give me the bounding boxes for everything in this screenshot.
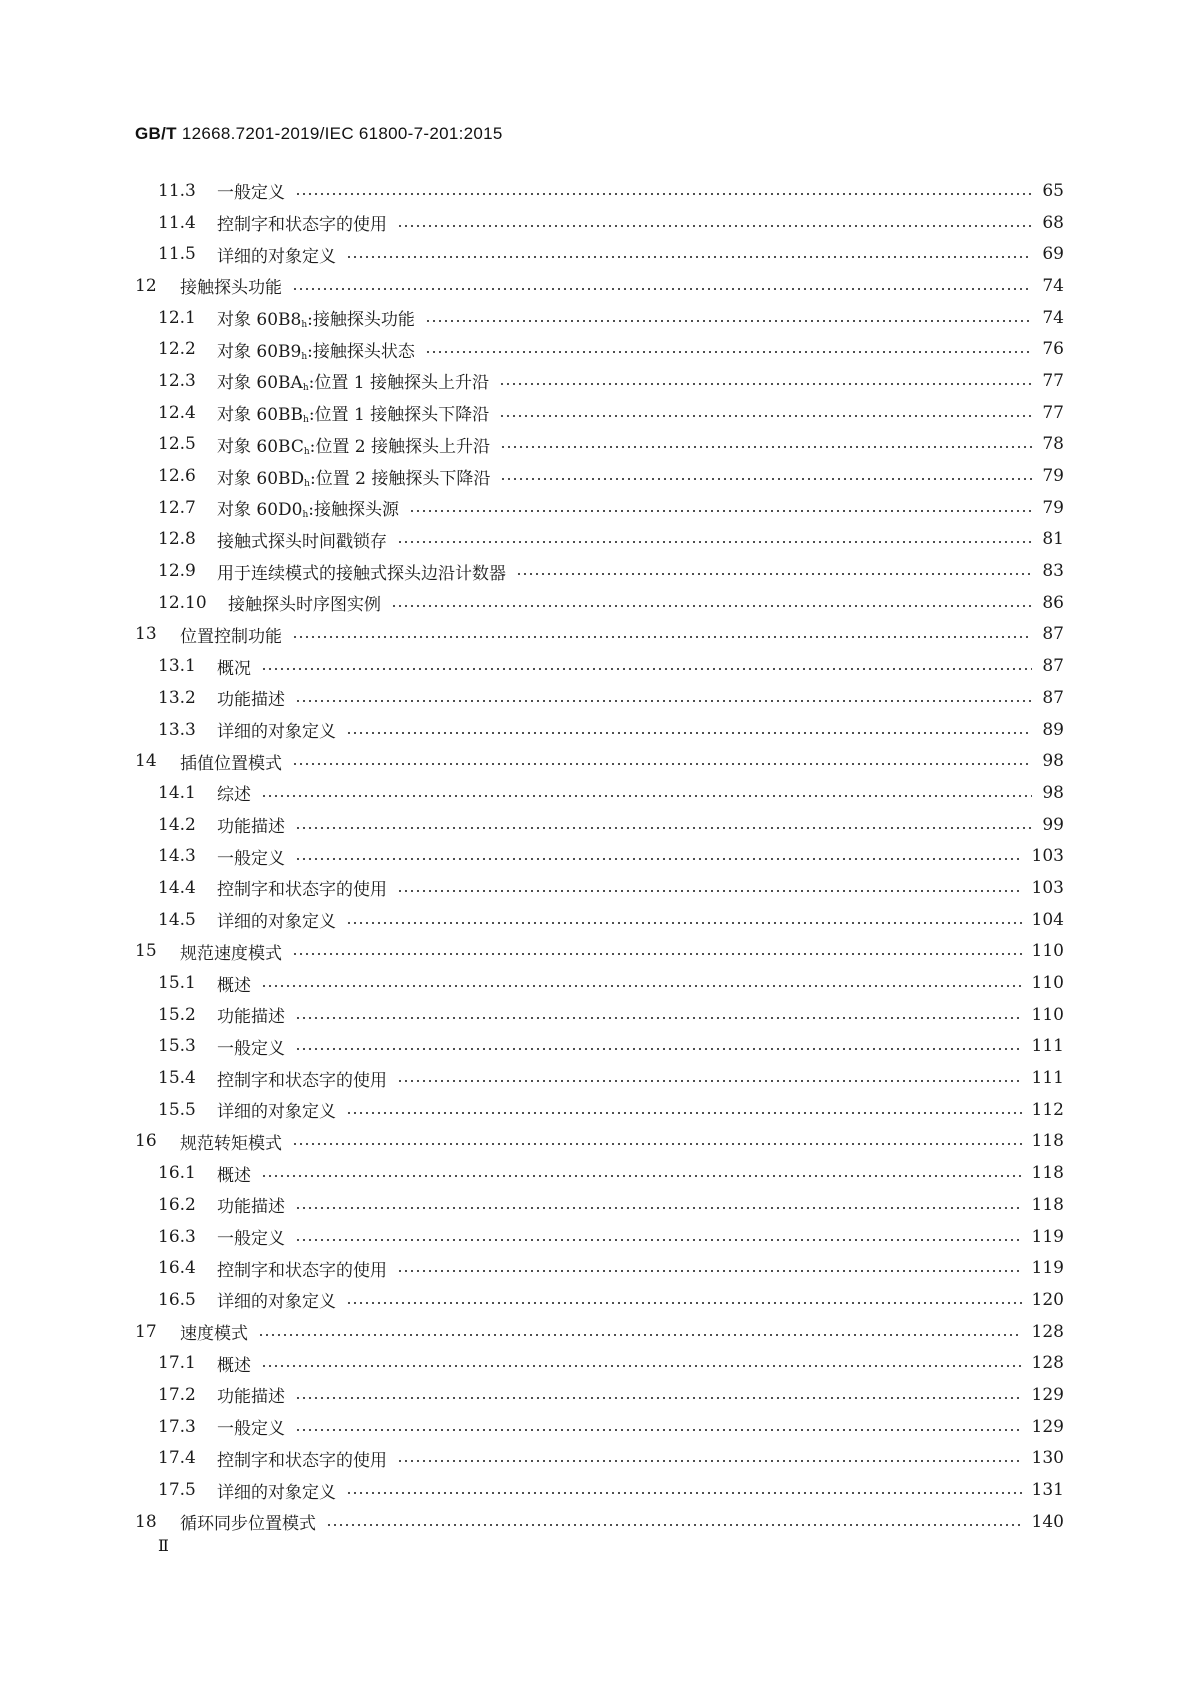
toc-entry-title — [217, 1066, 387, 1091]
toc-entry-title — [217, 1414, 285, 1439]
toc-entry-number: 12.4 — [158, 402, 196, 423]
toc-entry-title-text: 概况 — [217, 658, 251, 679]
toc-entry-title-rest: :位置 1 接触探头上升沿 — [308, 373, 489, 394]
leader-dots — [346, 1112, 1022, 1114]
leader-dots — [397, 225, 1032, 227]
toc-entry[interactable] — [0, 1157, 1191, 1189]
toc-entry[interactable] — [0, 777, 1191, 809]
leader-dots — [295, 1239, 1022, 1241]
toc-entry-title-rest: :接触探头状态 — [307, 341, 415, 362]
toc-entry[interactable] — [0, 840, 1191, 872]
toc-entry-title-text: 一般定义 — [217, 1419, 285, 1440]
toc-entry-title — [217, 654, 251, 679]
toc-entry-page: 111 — [1031, 1036, 1064, 1057]
toc-entry-title — [217, 971, 251, 996]
toc-entry-number: 11.3 — [158, 180, 196, 201]
toc-entry-subscript: h — [301, 351, 308, 362]
toc-entry-subscript: h — [302, 383, 309, 394]
toc-entry-number: 12.2 — [158, 339, 196, 360]
table-of-contents — [0, 175, 1191, 1538]
toc-entry-title — [180, 1129, 282, 1154]
toc-entry[interactable] — [0, 1252, 1191, 1284]
toc-entry-page: 129 — [1031, 1384, 1064, 1405]
toc-entry-title-text: 功能描述 — [217, 1007, 285, 1028]
toc-entry-title — [217, 812, 285, 837]
toc-entry[interactable] — [0, 872, 1191, 904]
toc-entry-number: 15.1 — [158, 973, 196, 994]
toc-entry-number: 14.1 — [158, 782, 196, 803]
toc-entry-title — [180, 1319, 248, 1344]
toc-entry-number: 16 — [135, 1131, 157, 1152]
toc-entry-number: 13.1 — [158, 656, 196, 677]
toc-entry[interactable] — [0, 429, 1191, 461]
toc-entry-page: 118 — [1031, 1194, 1064, 1215]
toc-entry-title-text: 详细的对象定义 — [217, 246, 336, 267]
leader-dots — [346, 1492, 1022, 1494]
toc-entry-page: 89 — [1042, 719, 1064, 740]
toc-entry[interactable] — [0, 1347, 1191, 1379]
toc-entry[interactable] — [0, 1474, 1191, 1506]
toc-entry-title — [217, 1097, 336, 1122]
toc-entry-title-text: 接触式探头时间戳锁存 — [217, 531, 387, 552]
toc-entry-title-text: 一般定义 — [217, 848, 285, 869]
toc-entry-number: 18 — [135, 1511, 157, 1532]
toc-entry-number: 16.3 — [158, 1226, 196, 1247]
toc-entry-title — [217, 210, 387, 235]
toc-entry-title-text: 综述 — [217, 785, 251, 806]
toc-entry-number: 14 — [135, 751, 157, 772]
toc-entry-title — [217, 305, 415, 330]
toc-entry[interactable] — [0, 365, 1191, 397]
toc-entry[interactable] — [0, 333, 1191, 365]
leader-dots — [292, 953, 1022, 955]
toc-entry-number: 16.4 — [158, 1258, 196, 1279]
toc-entry-title — [217, 1351, 251, 1376]
page-number-footer: Ⅱ — [158, 1536, 169, 1555]
toc-entry[interactable] — [0, 1221, 1191, 1253]
toc-entry-subscript: h — [302, 510, 309, 521]
toc-entry-page: 119 — [1031, 1258, 1064, 1279]
toc-entry-page: 111 — [1031, 1068, 1064, 1089]
toc-entry-title-text: 规范转矩模式 — [180, 1133, 282, 1154]
leader-dots — [292, 763, 1032, 765]
toc-entry-title-text: 对象 60BB — [217, 405, 304, 426]
toc-entry-title — [180, 749, 282, 774]
toc-entry-page: 140 — [1031, 1511, 1064, 1532]
toc-entry-title-text: 详细的对象定义 — [217, 722, 336, 743]
toc-entry-title-text: 控制字和状态字的使用 — [217, 1450, 387, 1471]
toc-entry-page: 81 — [1042, 529, 1064, 550]
toc-entry-page: 76 — [1042, 339, 1064, 360]
toc-entry-number: 15.5 — [158, 1099, 196, 1120]
toc-entry-number: 12.8 — [158, 529, 196, 550]
toc-entry[interactable] — [0, 270, 1191, 302]
toc-entry-page: 87 — [1042, 656, 1064, 677]
leader-dots — [500, 478, 1032, 480]
toc-entry-page: 128 — [1031, 1353, 1064, 1374]
toc-entry[interactable] — [0, 1031, 1191, 1063]
leader-dots — [397, 1460, 1022, 1462]
toc-entry-title — [217, 1382, 285, 1407]
toc-entry-title-text: 一般定义 — [217, 1038, 285, 1059]
leader-dots — [425, 320, 1032, 322]
toc-entry-title-text: 控制字和状态字的使用 — [217, 1070, 387, 1091]
toc-entry-page: 129 — [1031, 1416, 1064, 1437]
toc-entry[interactable] — [0, 492, 1191, 524]
leader-dots — [292, 1143, 1022, 1145]
toc-entry-page: 110 — [1031, 973, 1064, 994]
toc-entry-title — [217, 242, 336, 267]
toc-entry-title-text: 接触探头功能 — [180, 278, 282, 299]
toc-entry-title — [217, 717, 336, 742]
toc-entry-number: 12.5 — [158, 434, 196, 455]
toc-entry[interactable] — [0, 1443, 1191, 1475]
toc-entry-number: 15.2 — [158, 1004, 196, 1025]
toc-entry-number: 12.7 — [158, 497, 196, 518]
toc-entry-number: 17.5 — [158, 1480, 196, 1501]
toc-entry-number: 14.4 — [158, 877, 196, 898]
toc-entry-title-text: 一般定义 — [217, 1229, 285, 1250]
toc-entry-title — [217, 780, 251, 805]
standard-prefix: GB/T — [135, 124, 177, 143]
leader-dots — [326, 1524, 1022, 1526]
toc-entry-title-rest: :位置 2 接触探头下降沿 — [309, 468, 491, 489]
toc-entry-page: 104 — [1031, 909, 1064, 930]
toc-entry-number: 13.2 — [158, 687, 196, 708]
toc-entry-number: 15.3 — [158, 1036, 196, 1057]
toc-entry[interactable] — [0, 619, 1191, 651]
leader-dots — [295, 858, 1022, 860]
toc-entry-subscript: h — [303, 415, 309, 426]
leader-dots — [397, 890, 1022, 892]
toc-entry[interactable] — [0, 999, 1191, 1031]
toc-entry-title — [217, 844, 285, 869]
toc-entry-number: 12.10 — [158, 592, 207, 613]
toc-entry-title-rest: :位置 1 接触探头下降沿 — [308, 405, 490, 426]
toc-entry-title — [217, 464, 490, 489]
toc-entry[interactable] — [0, 555, 1191, 587]
toc-entry[interactable] — [0, 1062, 1191, 1094]
toc-entry[interactable] — [0, 175, 1191, 207]
toc-entry-title-text: 对象 60D0 — [217, 500, 303, 521]
toc-entry-title-text: 用于连续模式的接触式探头边沿计数器 — [217, 563, 506, 584]
leader-dots — [409, 510, 1032, 512]
toc-entry-number: 13 — [135, 624, 157, 645]
toc-entry[interactable] — [0, 302, 1191, 334]
leader-dots — [425, 351, 1032, 353]
toc-entry-title — [217, 1446, 387, 1471]
leader-dots — [499, 415, 1032, 417]
leader-dots — [261, 1175, 1022, 1177]
toc-entry-page: 77 — [1042, 370, 1064, 391]
leader-dots — [516, 573, 1032, 575]
toc-entry-number: 17.3 — [158, 1416, 196, 1437]
toc-entry-subscript: h — [301, 320, 308, 331]
toc-entry[interactable] — [0, 745, 1191, 777]
toc-entry-page: 77 — [1042, 402, 1064, 423]
toc-entry-page: 131 — [1031, 1480, 1064, 1501]
toc-entry-title — [217, 495, 399, 520]
toc-entry-title — [217, 1256, 387, 1281]
toc-entry-title-text: 功能描述 — [217, 690, 285, 711]
toc-entry-title-text: 详细的对象定义 — [217, 1292, 336, 1313]
toc-entry-page: 83 — [1042, 561, 1064, 582]
toc-entry-title — [217, 1192, 285, 1217]
toc-entry-title-text: 一般定义 — [217, 183, 285, 204]
toc-entry-page: 120 — [1031, 1289, 1064, 1310]
toc-entry-page: 74 — [1042, 275, 1064, 296]
toc-entry-title-text: 详细的对象定义 — [217, 1102, 336, 1123]
leader-dots — [261, 668, 1032, 670]
toc-entry[interactable] — [0, 1379, 1191, 1411]
toc-entry-page: 87 — [1042, 624, 1064, 645]
toc-entry[interactable] — [0, 460, 1191, 492]
toc-entry-title — [217, 685, 285, 710]
toc-entry-title — [217, 1034, 285, 1059]
toc-entry-title-text: 概述 — [217, 1355, 251, 1376]
toc-entry-title-text: 对象 60BD — [217, 468, 305, 489]
leader-dots — [295, 1429, 1022, 1431]
toc-entry-page: 118 — [1031, 1131, 1064, 1152]
toc-entry-number: 17.2 — [158, 1384, 196, 1405]
toc-entry-number: 12.3 — [158, 370, 196, 391]
leader-dots — [397, 541, 1032, 543]
toc-entry-title-text: 插值位置模式 — [180, 753, 282, 774]
leader-dots — [261, 985, 1022, 987]
leader-dots — [261, 795, 1032, 797]
leader-dots — [346, 1302, 1022, 1304]
toc-entry-number: 15.4 — [158, 1068, 196, 1089]
leader-dots — [346, 732, 1032, 734]
running-header — [135, 124, 503, 144]
toc-entry-page: 118 — [1031, 1163, 1064, 1184]
toc-entry[interactable] — [0, 397, 1191, 429]
toc-entry-title-text: 功能描述 — [217, 1387, 285, 1408]
toc-entry[interactable] — [0, 524, 1191, 556]
leader-dots — [295, 1397, 1022, 1399]
leader-dots — [258, 1334, 1022, 1336]
toc-entry[interactable] — [0, 936, 1191, 968]
toc-entry-subscript: h — [304, 478, 310, 489]
toc-entry-title — [217, 1478, 336, 1503]
toc-entry-title-rest: :接触探头功能 — [307, 310, 415, 331]
toc-entry-page: 119 — [1031, 1226, 1064, 1247]
toc-entry-number: 14.2 — [158, 814, 196, 835]
toc-entry-title — [217, 559, 506, 584]
toc-entry-title-text: 位置控制功能 — [180, 626, 282, 647]
toc-entry-title-text: 对象 60BA — [217, 373, 303, 394]
toc-entry-title — [217, 432, 490, 457]
toc-entry-number: 12.9 — [158, 561, 196, 582]
toc-entry-title-text: 速度模式 — [180, 1324, 248, 1345]
toc-entry-title — [217, 1224, 285, 1249]
toc-entry-title-text: 控制字和状态字的使用 — [217, 1260, 387, 1281]
leader-dots — [295, 193, 1032, 195]
leader-dots — [346, 922, 1022, 924]
toc-entry[interactable] — [0, 1126, 1191, 1158]
toc-entry[interactable] — [0, 967, 1191, 999]
toc-entry-title-text: 详细的对象定义 — [217, 1482, 336, 1503]
toc-entry-title-rest: :位置 2 接触探头上升沿 — [309, 436, 491, 457]
toc-entry-number: 11.5 — [158, 244, 196, 265]
leader-dots — [500, 446, 1032, 448]
leader-dots — [391, 605, 1032, 607]
toc-entry-page: 112 — [1031, 1099, 1064, 1120]
toc-entry-number: 15 — [135, 941, 157, 962]
toc-entry[interactable] — [0, 1411, 1191, 1443]
toc-entry-page: 99 — [1042, 814, 1064, 835]
toc-entry-title — [180, 1509, 316, 1534]
leader-dots — [295, 1017, 1022, 1019]
toc-entry-title-text: 对象 60B8 — [217, 310, 302, 331]
toc-entry-title — [217, 337, 415, 362]
toc-entry-page: 87 — [1042, 687, 1064, 708]
toc-entry[interactable] — [0, 1189, 1191, 1221]
toc-entry-title-text: 功能描述 — [217, 1197, 285, 1218]
toc-entry-number: 16.5 — [158, 1289, 196, 1310]
toc-entry-page: 79 — [1042, 466, 1064, 487]
toc-entry-title — [217, 875, 387, 900]
toc-entry-title — [217, 527, 387, 552]
leader-dots — [295, 1207, 1022, 1209]
toc-entry-page: 79 — [1042, 497, 1064, 518]
leader-dots — [499, 383, 1032, 385]
toc-entry-page: 86 — [1042, 592, 1064, 613]
toc-entry-title-text: 控制字和状态字的使用 — [217, 215, 387, 236]
toc-entry-number: 16.2 — [158, 1194, 196, 1215]
toc-entry-number: 12.6 — [158, 466, 196, 487]
toc-entry-page: 128 — [1031, 1321, 1064, 1342]
leader-dots — [292, 636, 1032, 638]
toc-entry-number: 13.3 — [158, 719, 196, 740]
toc-entry-number: 14.3 — [158, 846, 196, 867]
toc-entry-title — [217, 368, 489, 393]
toc-entry-title — [180, 622, 282, 647]
toc-entry-title — [217, 400, 489, 425]
toc-entry-title — [217, 178, 285, 203]
standard-number: 12668.7201-2019/IEC 61800-7-201:2015 — [176, 124, 503, 143]
toc-entry-page: 98 — [1042, 782, 1064, 803]
leader-dots — [261, 1365, 1022, 1367]
toc-entry-title-text: 循环同步位置模式 — [180, 1514, 316, 1535]
leader-dots — [397, 1080, 1022, 1082]
toc-entry[interactable] — [0, 714, 1191, 746]
toc-entry[interactable] — [0, 207, 1191, 239]
toc-entry-title-rest: :接触探头源 — [308, 500, 400, 521]
leader-dots — [292, 288, 1032, 290]
toc-entry-title — [217, 1161, 251, 1186]
toc-entry-title — [180, 939, 282, 964]
toc-entry-number: 12.1 — [158, 307, 196, 328]
toc-entry-title-text: 对象 60BC — [217, 436, 304, 457]
toc-entry-title-text: 接触探头时序图实例 — [228, 595, 381, 616]
toc-entry[interactable] — [0, 587, 1191, 619]
toc-entry-page: 103 — [1031, 846, 1064, 867]
toc-entry[interactable] — [0, 650, 1191, 682]
toc-entry-page: 68 — [1042, 212, 1064, 233]
toc-entry-title-text: 概述 — [217, 1165, 251, 1186]
toc-entry[interactable] — [0, 238, 1191, 270]
toc-entry-number: 17.4 — [158, 1448, 196, 1469]
toc-entry-number: 17 — [135, 1321, 157, 1342]
toc-entry-page: 103 — [1031, 877, 1064, 898]
toc-entry-title-text: 控制字和状态字的使用 — [217, 880, 387, 901]
toc-entry-title — [217, 907, 336, 932]
toc-entry-page: 69 — [1042, 244, 1064, 265]
toc-entry-number: 16.1 — [158, 1163, 196, 1184]
toc-entry-title — [228, 590, 381, 615]
toc-entry-title — [180, 273, 282, 298]
toc-entry-number: 12 — [135, 275, 157, 296]
toc-entry-number: 17.1 — [158, 1353, 196, 1374]
toc-entry-subscript: h — [303, 446, 310, 457]
toc-entry-page: 98 — [1042, 751, 1064, 772]
leader-dots — [295, 827, 1032, 829]
toc-entry-title-text: 详细的对象定义 — [217, 912, 336, 933]
toc-entry-title-text: 规范速度模式 — [180, 943, 282, 964]
toc-entry-title — [217, 1287, 336, 1312]
toc-entry[interactable] — [0, 682, 1191, 714]
toc-entry[interactable] — [0, 904, 1191, 936]
toc-entry-page: 110 — [1031, 1004, 1064, 1025]
toc-entry-page: 130 — [1031, 1448, 1064, 1469]
toc-entry-page: 74 — [1042, 307, 1064, 328]
toc-entry[interactable] — [0, 1506, 1191, 1538]
toc-entry[interactable] — [0, 809, 1191, 841]
toc-entry-title-text: 功能描述 — [217, 817, 285, 838]
toc-entry-title — [217, 1002, 285, 1027]
toc-entry[interactable] — [0, 1316, 1191, 1348]
toc-entry[interactable] — [0, 1284, 1191, 1316]
leader-dots — [295, 1048, 1022, 1050]
toc-entry-page: 65 — [1042, 180, 1064, 201]
toc-entry-page: 110 — [1031, 941, 1064, 962]
toc-entry-page: 78 — [1042, 434, 1064, 455]
leader-dots — [397, 1270, 1022, 1272]
toc-entry-number: 11.4 — [158, 212, 196, 233]
toc-entry-title-text: 概述 — [217, 975, 251, 996]
toc-entry-title-text: 对象 60B9 — [217, 341, 302, 362]
toc-entry[interactable] — [0, 1094, 1191, 1126]
leader-dots — [295, 700, 1032, 702]
leader-dots — [346, 256, 1032, 258]
toc-entry-number: 14.5 — [158, 909, 196, 930]
